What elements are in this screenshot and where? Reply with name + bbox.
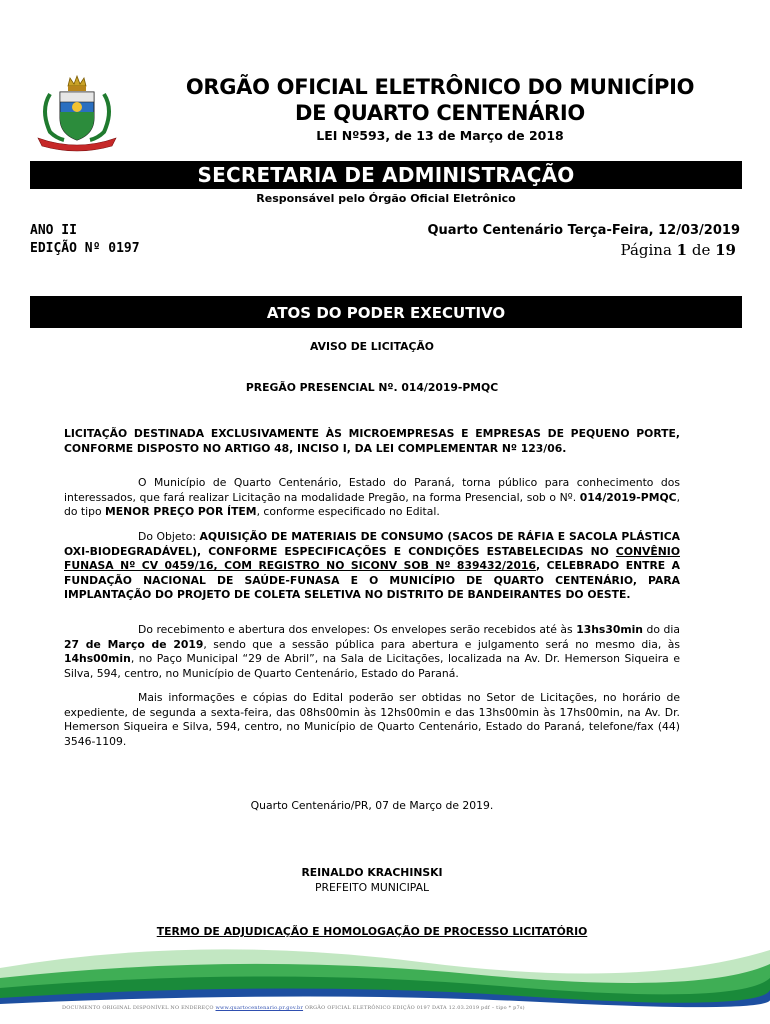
page-total: 19 xyxy=(715,241,736,259)
footer-link[interactable]: www.quartocentenario.pr.gov.br xyxy=(215,1005,304,1011)
p3-session-time: 14hs00min xyxy=(64,652,131,666)
p3-time: 13hs30min xyxy=(576,623,643,636)
publication-date: Quarto Centenário Terça-Feira, 12/03/2019 xyxy=(427,223,740,238)
edition-number: EDIÇÃO Nº 0197 xyxy=(30,241,140,256)
aviso-heading: AVISO DE LICITAÇÃO xyxy=(310,340,434,353)
paragraph-objeto xyxy=(64,530,680,603)
paragraph-informacoes: Mais informações e cópias do Edital poderão ser obtidas no Setor de Licitações, no horário de expediente, de segunda a sexta-feira, das 08hs00min às 12hs00min e das 13hs00min às 17hs00min, na Av. Dr. Hemerson Siqueira e Silva, 594, centro, no Município de Quarto Centenário, Estado do Paraná, telefone/fax (44) 3546-1109. xyxy=(64,691,680,748)
signer-name: REINALDO KRACHINSKI xyxy=(301,866,443,879)
p1-text-3: , conforme especificado no Edital. xyxy=(256,505,440,519)
page-of: de xyxy=(687,241,716,259)
page-title-line1: ORGÃO OFICIAL ELETRÔNICO DO MUNICÍPIO xyxy=(185,75,695,99)
edition-info xyxy=(30,222,140,258)
p2-object-end: , CELEBRADO ENTRE A FUNDAÇÃO NACIONAL DE SAÚDE-FUNASA E O MUNICÍPIO DE QUARTO CENTENÁRIO, PARA IMPLANTAÇÃO DO PROJETO DE COLETA SELETIVA NO DISTRITO DE BANDEIRANTES DO OESTE. xyxy=(64,559,680,602)
p2-object: AQUISIÇÃO DE MATERIAIS DE CONSUMO (SACOS DE RÁFIA E SACOLA PLÁSTICA OXI-BIODEGRADÁVEL), CONFORME ESPECIFICAÇÕES E CONDIÇÕES ESTABELECIDAS NO xyxy=(64,530,680,558)
footer-source-note xyxy=(62,1005,525,1011)
p2-label: Do Objeto: xyxy=(138,530,200,543)
p1-process-number: 014/2019-PMQC xyxy=(579,490,677,504)
page-title-line2: DE QUARTO CENTENÁRIO xyxy=(295,101,585,125)
termo-heading: TERMO DE ADJUDICAÇÃO E HOMOLOGAÇÃO DE PROCESSO LICITATÓRIO xyxy=(156,925,588,938)
p2-convenio: CONVÊNIO FUNASA Nº CV 0459/16, COM REGISTRO NO SICONV SOB Nº 839432/2016 xyxy=(64,544,680,573)
p3-text-3: , sendo que a sessão pública para abertura e julgamento será no mesmo dia, às xyxy=(203,637,680,651)
place-date: Quarto Centenário/PR, 07 de Março de 2019. xyxy=(250,799,494,812)
footer-wave-decoration xyxy=(0,940,770,1024)
page-current: 1 xyxy=(676,241,688,259)
secretaria-banner: SECRETARIA DE ADMINISTRAÇÃO xyxy=(30,161,742,189)
signer-role: PREFEITO MUNICIPAL xyxy=(315,881,429,894)
date-page-info xyxy=(427,222,740,260)
p1-type: MENOR PREÇO POR ÍTEM xyxy=(105,505,257,519)
paragraph-recebimento xyxy=(64,623,680,681)
atos-banner: ATOS DO PODER EXECUTIVO xyxy=(30,296,742,328)
footer-suffix: ORGÃO OFICIAL ELETRÔNICO EDIÇÃO 0197 DATA 12.03.2019 pdf – tipo * p7s) xyxy=(303,1005,525,1011)
law-reference: LEI Nº593, de 13 de Março de 2018 xyxy=(316,128,564,143)
paragraph-municipio xyxy=(64,476,680,520)
p3-text: Do recebimento e abertura dos envelopes: Os envelopes serão recebidos até às xyxy=(138,623,577,636)
municipal-coat-of-arms-icon xyxy=(30,72,125,154)
responsible-note: Responsável pelo Órgão Oficial Eletrônico xyxy=(256,192,516,205)
licitacao-scope: LICITAÇÃO DESTINADA EXCLUSIVAMENTE ÀS MICROEMPRESAS E EMPRESAS DE PEQUENO PORTE, CONFORME DISPOSTO NO ARTIGO 48, INCISO I, DA LEI COMPLEMENTAR Nº 123/06. xyxy=(64,427,680,455)
p3-date: 27 de Março de 2019 xyxy=(64,637,204,651)
p1-text: O Município de Quarto Centenário, Estado do Paraná, torna público para conhecimento dos interessados, que fará realizar Licitação na modalidade Pregão, na forma Presencial, sob o Nº. xyxy=(64,476,680,504)
footer-prefix: DOCUMENTO ORIGINAL DISPONÍVEL NO ENDEREÇO xyxy=(62,1005,214,1011)
pregao-heading: PREGÃO PRESENCIAL Nº. 014/2019-PMQC xyxy=(245,381,499,394)
page-indicator xyxy=(427,240,736,260)
p3-text-2: do dia xyxy=(643,623,681,636)
p3-text-4: , no Paço Municipal “29 de Abril”, na Sala de Licitações, localizada na Av. Dr. Hemerson Siqueira e Silva, 594, centro, no Município de Quarto Centenário, Estado do Paraná. xyxy=(64,652,680,680)
p1-text-2: , do tipo xyxy=(64,490,680,519)
page-prefix: Página xyxy=(620,241,677,259)
year-label: ANO II xyxy=(30,223,77,238)
